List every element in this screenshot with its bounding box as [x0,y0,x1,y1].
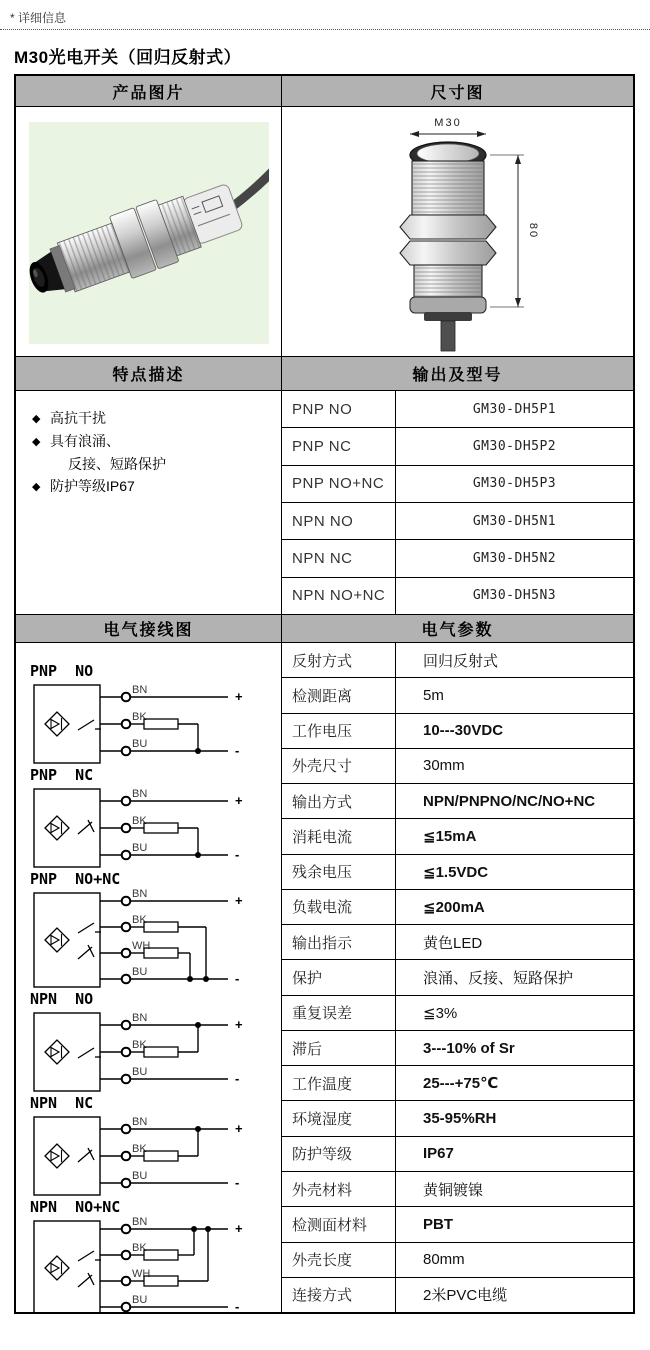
param-row [282,783,633,818]
param-label: 消耗电流 [292,828,353,846]
model-output-type: PNP NO [292,400,353,418]
svg-text:BK: BK [132,815,147,827]
param-value: ≦1.5VDC [395,855,633,889]
param-value: 5m [395,678,633,712]
svg-text:-: - [235,743,240,758]
model-number: GM30-DH5N3 [395,578,633,614]
detail-info-label: * 详细信息 [10,11,67,25]
features-list [32,407,273,498]
dimension-svg [352,111,564,355]
spec-table [14,74,635,1314]
svg-text:BK: BK [132,914,147,926]
svg-text:-: - [235,1175,240,1190]
wiring-diagram-label: NPN NO+NC [30,1198,121,1216]
param-row [282,1030,633,1065]
param-value: ≦200mA [395,890,633,924]
param-row [282,748,633,783]
param-label: 外壳材料 [292,1181,353,1199]
params-table [282,643,633,1312]
svg-text:BN: BN [132,1012,148,1024]
dim-cable [441,321,455,351]
wiring-diagram [30,1199,281,1312]
model-output-type: NPN NO [292,512,354,530]
param-row [282,854,633,889]
bottom-spacer [0,1314,650,1350]
svg-text:BU: BU [132,1294,148,1306]
wiring-diagrams [16,643,281,1312]
param-row [282,1242,633,1277]
wiring-diagram-svg [30,785,262,871]
model-number: GM30-DH5N1 [395,503,633,539]
param-row [282,1100,633,1135]
param-row [282,1171,633,1206]
wiring-diagram [30,663,281,767]
svg-text:BN: BN [132,1116,148,1128]
param-row [282,924,633,959]
param-value: 80mm [395,1243,633,1277]
param-label: 滞后 [292,1040,323,1058]
svg-text:BU: BU [132,1066,148,1078]
header-product-image: 产品图片 [16,76,281,106]
param-value: PBT [395,1207,633,1241]
page-title: M30光电开关（回归反射式） [14,48,242,67]
param-label: 残余电压 [292,864,353,882]
feature-item [32,453,273,475]
param-row [282,889,633,924]
param-label: 外壳尺寸 [292,758,353,776]
param-row [282,1136,633,1171]
dim-height-label: 80 [526,222,539,240]
header-features: 特点描述 [16,357,281,390]
wiring-diagram [30,991,281,1095]
wiring-diagram-svg [30,889,262,991]
param-label: 检测距离 [292,687,353,705]
param-label: 检测面材料 [292,1216,368,1234]
feature-bullet-icon [50,453,62,475]
model-number: GM30-DH5P1 [395,391,633,427]
param-value: 黄色LED [395,925,633,959]
wiring-diagram-label: PNP NO [30,662,94,680]
param-label: 外壳长度 [292,1252,353,1270]
param-value: 浪涌、反接、短路保护 [395,960,633,994]
wiring-diagram-label: NPN NC [30,1094,94,1112]
model-row [282,427,633,464]
models-cell [281,391,633,614]
models-table [282,391,633,614]
product-photo-cell [16,107,281,356]
param-value: 10---30VDC [395,714,633,748]
svg-text:-: - [235,847,240,862]
wiring-diagram-svg [30,681,262,767]
svg-text:-: - [235,1299,240,1312]
param-row [282,1206,633,1241]
svg-text:BU: BU [132,842,148,854]
param-value: 25---+75℃ [395,1066,633,1100]
svg-text:BN: BN [132,684,148,696]
svg-text:BK: BK [132,1242,147,1254]
features-models-row [16,390,633,614]
product-photo-image [29,122,269,344]
detail-info-bar [0,0,650,30]
param-value: IP67 [395,1137,633,1171]
param-label: 输出方式 [292,793,353,811]
dim-nut-2 [400,241,496,265]
param-value: 回归反射式 [395,643,633,677]
feature-item [32,407,273,430]
wiring-diagram [30,871,281,991]
feature-text: 反接、短路保护 [68,456,166,472]
param-value: ≦15mA [395,819,633,853]
model-output-type: PNP NO+NC [292,475,385,493]
image-row [16,106,633,356]
model-number: GM30-DH5P3 [395,466,633,502]
param-label: 工作温度 [292,1075,353,1093]
wiring-diagram-label: PNP NO+NC [30,870,121,888]
param-value: 2米PVC电缆 [395,1278,633,1312]
header-row-2 [16,356,633,390]
feature-text: 防护等级IP67 [50,478,135,494]
params-cell [281,643,633,1312]
dimension-drawing-cell [281,107,633,356]
svg-text:+: + [235,689,243,704]
dim-nut-1 [400,215,496,239]
param-label: 环境湿度 [292,1111,353,1129]
feature-text: 高抗干扰 [50,410,106,426]
svg-text:BU: BU [132,738,148,750]
svg-text:BK: BK [132,1039,147,1051]
param-row [282,1065,633,1100]
model-number: GM30-DH5P2 [395,428,633,464]
model-row [282,502,633,539]
param-value: ≦3% [395,996,633,1030]
wiring-diagram-svg [30,1009,262,1095]
dim-width-label: M30 [433,117,462,129]
model-output-type: NPN NC [292,549,353,567]
header-wiring: 电气接线图 [16,615,281,642]
svg-text:WH: WH [132,940,151,952]
wiring-params-row [16,642,633,1312]
feature-text: 具有浪涌、 [50,433,120,449]
param-label: 重复误差 [292,1005,353,1023]
param-label: 连接方式 [292,1287,353,1305]
wiring-diagram-svg [30,1217,262,1312]
svg-text:BK: BK [132,711,147,723]
param-row [282,713,633,748]
param-value: 3---10% of Sr [395,1031,633,1065]
param-label: 防护等级 [292,1146,353,1164]
wiring-diagram [30,767,281,871]
header-row-1 [16,76,633,106]
param-row [282,677,633,712]
svg-text:WH: WH [132,1268,151,1280]
param-label: 反射方式 [292,652,353,670]
param-row [282,818,633,853]
param-label: 工作电压 [292,723,353,741]
param-label: 输出指示 [292,934,353,952]
svg-text:BN: BN [132,788,148,800]
feature-bullet-icon: ◆ [32,481,41,493]
svg-text:+: + [235,1121,243,1136]
svg-text:-: - [235,971,240,986]
svg-text:-: - [235,1071,240,1086]
model-row [282,465,633,502]
feature-item [32,475,273,498]
wiring-diagram [30,1095,281,1199]
svg-text:BU: BU [132,966,148,978]
param-value: 30mm [395,749,633,783]
header-dimension: 尺寸图 [281,76,633,106]
svg-text:+: + [235,1017,243,1032]
model-row [282,539,633,576]
param-row [282,643,633,677]
feature-bullet-icon: ◆ [32,413,41,425]
param-row [282,995,633,1030]
svg-text:BN: BN [132,889,148,900]
param-row [282,959,633,994]
model-output-type: PNP NC [292,437,352,455]
header-params: 电气参数 [281,615,633,642]
feature-bullet-icon: ◆ [32,436,41,448]
param-value: 黄铜镀镍 [395,1172,633,1206]
model-row [282,577,633,614]
wiring-diagram-label: NPN NO [30,990,94,1008]
model-output-type: NPN NO+NC [292,587,386,605]
model-number: GM30-DH5N2 [395,540,633,576]
param-label: 保护 [292,970,323,988]
svg-text:+: + [235,1221,243,1236]
header-output-model: 输出及型号 [281,357,633,390]
header-row-3 [16,614,633,642]
param-row [282,1277,633,1312]
feature-item [32,430,273,453]
model-row [282,391,633,427]
features-cell [16,391,281,614]
svg-text:+: + [235,893,243,908]
param-label: 负载电流 [292,899,353,917]
svg-text:BN: BN [132,1217,148,1228]
wiring-diagram-label: PNP NC [30,766,94,784]
wiring-diagram-svg [30,1113,262,1199]
svg-text:+: + [235,793,243,808]
param-value: 35-95%RH [395,1101,633,1135]
svg-text:BU: BU [132,1170,148,1182]
svg-text:BK: BK [132,1143,147,1155]
param-value: NPN/PNPNO/NC/NO+NC [395,784,633,818]
